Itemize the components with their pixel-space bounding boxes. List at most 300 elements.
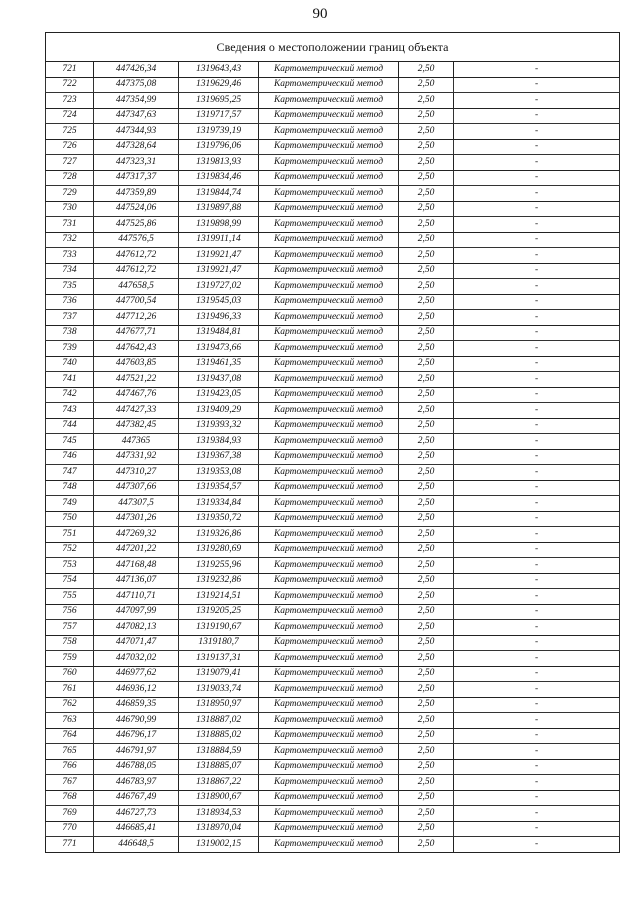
x-coordinate-cell: 447032,02 — [94, 651, 179, 667]
description-cell: - — [454, 542, 620, 558]
y-coordinate-cell: 1319897,88 — [179, 201, 259, 217]
y-coordinate-cell: 1319695,25 — [179, 93, 259, 109]
description-cell: - — [454, 139, 620, 155]
accuracy-cell: 2,50 — [399, 666, 454, 682]
point-number-cell: 761 — [46, 682, 94, 698]
description-cell: - — [454, 294, 620, 310]
y-coordinate-cell: 1319437,08 — [179, 372, 259, 388]
x-coordinate-cell: 447323,31 — [94, 155, 179, 171]
description-cell: - — [454, 821, 620, 837]
x-coordinate-cell: 446767,49 — [94, 790, 179, 806]
accuracy-cell: 2,50 — [399, 356, 454, 372]
point-number-cell: 755 — [46, 589, 94, 605]
x-coordinate-cell: 447317,37 — [94, 170, 179, 186]
method-cell: Картометрический метод — [259, 806, 399, 822]
method-cell: Картометрический метод — [259, 418, 399, 434]
x-coordinate-cell: 446790,99 — [94, 713, 179, 729]
description-cell: - — [454, 62, 620, 78]
x-coordinate-cell: 446936,12 — [94, 682, 179, 698]
y-coordinate-cell: 1319739,19 — [179, 124, 259, 140]
point-number-cell: 728 — [46, 170, 94, 186]
accuracy-cell: 2,50 — [399, 248, 454, 264]
point-number-cell: 746 — [46, 449, 94, 465]
x-coordinate-cell: 447359,89 — [94, 186, 179, 202]
point-number-cell: 754 — [46, 573, 94, 589]
point-number-cell: 725 — [46, 124, 94, 140]
method-cell: Картометрический метод — [259, 356, 399, 372]
description-cell: - — [454, 325, 620, 341]
y-coordinate-cell: 1319214,51 — [179, 589, 259, 605]
description-cell: - — [454, 728, 620, 744]
description-cell: - — [454, 201, 620, 217]
table-row — [46, 356, 620, 372]
description-cell: - — [454, 604, 620, 620]
accuracy-cell: 2,50 — [399, 449, 454, 465]
y-coordinate-cell: 1319393,32 — [179, 418, 259, 434]
x-coordinate-cell: 447071,47 — [94, 635, 179, 651]
description-cell: - — [454, 682, 620, 698]
method-cell: Картометрический метод — [259, 217, 399, 233]
description-cell: - — [454, 511, 620, 527]
table-row — [46, 186, 620, 202]
table-row — [46, 155, 620, 171]
description-cell: - — [454, 418, 620, 434]
table-row — [46, 558, 620, 574]
description-cell: - — [454, 635, 620, 651]
method-cell: Картометрический метод — [259, 480, 399, 496]
accuracy-cell: 2,50 — [399, 496, 454, 512]
method-cell: Картометрический метод — [259, 387, 399, 403]
table-row — [46, 248, 620, 264]
method-cell: Картометрический метод — [259, 372, 399, 388]
table-row — [46, 542, 620, 558]
x-coordinate-cell: 447712,26 — [94, 310, 179, 326]
x-coordinate-cell: 447347,63 — [94, 108, 179, 124]
accuracy-cell: 2,50 — [399, 341, 454, 357]
description-cell: - — [454, 697, 620, 713]
x-coordinate-cell: 447082,13 — [94, 620, 179, 636]
accuracy-cell: 2,50 — [399, 217, 454, 233]
table-row — [46, 480, 620, 496]
y-coordinate-cell: 1319717,57 — [179, 108, 259, 124]
x-coordinate-cell: 447344,93 — [94, 124, 179, 140]
description-cell: - — [454, 434, 620, 450]
table-row — [46, 759, 620, 775]
y-coordinate-cell: 1318887,02 — [179, 713, 259, 729]
accuracy-cell: 2,50 — [399, 139, 454, 155]
table-row — [46, 201, 620, 217]
x-coordinate-cell: 446788,05 — [94, 759, 179, 775]
x-coordinate-cell: 447521,22 — [94, 372, 179, 388]
x-coordinate-cell: 447328,64 — [94, 139, 179, 155]
y-coordinate-cell: 1319326,86 — [179, 527, 259, 543]
table-row — [46, 635, 620, 651]
accuracy-cell: 2,50 — [399, 558, 454, 574]
description-cell: - — [454, 759, 620, 775]
y-coordinate-cell: 1319898,99 — [179, 217, 259, 233]
y-coordinate-cell: 1318884,59 — [179, 744, 259, 760]
accuracy-cell: 2,50 — [399, 790, 454, 806]
x-coordinate-cell: 447110,71 — [94, 589, 179, 605]
accuracy-cell: 2,50 — [399, 697, 454, 713]
accuracy-cell: 2,50 — [399, 527, 454, 543]
point-number-cell: 750 — [46, 511, 94, 527]
point-number-cell: 753 — [46, 558, 94, 574]
method-cell: Картометрический метод — [259, 263, 399, 279]
table-row — [46, 527, 620, 543]
point-number-cell: 735 — [46, 279, 94, 295]
accuracy-cell: 2,50 — [399, 682, 454, 698]
table-row — [46, 341, 620, 357]
accuracy-cell: 2,50 — [399, 620, 454, 636]
x-coordinate-cell: 447426,34 — [94, 62, 179, 78]
y-coordinate-cell: 1319350,72 — [179, 511, 259, 527]
method-cell: Картометрический метод — [259, 620, 399, 636]
table-row — [46, 62, 620, 78]
table-row — [46, 806, 620, 822]
description-cell: - — [454, 744, 620, 760]
x-coordinate-cell: 447382,45 — [94, 418, 179, 434]
table-row — [46, 434, 620, 450]
accuracy-cell: 2,50 — [399, 387, 454, 403]
point-number-cell: 745 — [46, 434, 94, 450]
accuracy-cell: 2,50 — [399, 821, 454, 837]
point-number-cell: 760 — [46, 666, 94, 682]
y-coordinate-cell: 1319280,69 — [179, 542, 259, 558]
description-cell: - — [454, 666, 620, 682]
description-cell: - — [454, 217, 620, 233]
table-header-row — [46, 33, 620, 62]
x-coordinate-cell: 447354,99 — [94, 93, 179, 109]
y-coordinate-cell: 1319643,43 — [179, 62, 259, 78]
accuracy-cell: 2,50 — [399, 713, 454, 729]
y-coordinate-cell: 1319921,47 — [179, 248, 259, 264]
accuracy-cell: 2,50 — [399, 279, 454, 295]
accuracy-cell: 2,50 — [399, 186, 454, 202]
accuracy-cell: 2,50 — [399, 480, 454, 496]
accuracy-cell: 2,50 — [399, 759, 454, 775]
point-number-cell: 771 — [46, 837, 94, 853]
y-coordinate-cell: 1318900,67 — [179, 790, 259, 806]
table-row — [46, 465, 620, 481]
point-number-cell: 765 — [46, 744, 94, 760]
accuracy-cell: 2,50 — [399, 124, 454, 140]
y-coordinate-cell: 1319813,93 — [179, 155, 259, 171]
y-coordinate-cell: 1319334,84 — [179, 496, 259, 512]
x-coordinate-cell: 447427,33 — [94, 403, 179, 419]
method-cell: Картометрический метод — [259, 201, 399, 217]
y-coordinate-cell: 1319834,46 — [179, 170, 259, 186]
description-cell: - — [454, 310, 620, 326]
method-cell: Картометрический метод — [259, 294, 399, 310]
method-cell: Картометрический метод — [259, 124, 399, 140]
description-cell: - — [454, 837, 620, 853]
point-number-cell: 733 — [46, 248, 94, 264]
accuracy-cell: 2,50 — [399, 728, 454, 744]
y-coordinate-cell: 1319190,67 — [179, 620, 259, 636]
table-row — [46, 573, 620, 589]
y-coordinate-cell: 1318885,02 — [179, 728, 259, 744]
description-cell: - — [454, 589, 620, 605]
method-cell: Картометрический метод — [259, 759, 399, 775]
table-row — [46, 682, 620, 698]
x-coordinate-cell: 447603,85 — [94, 356, 179, 372]
x-coordinate-cell: 447269,32 — [94, 527, 179, 543]
y-coordinate-cell: 1319255,96 — [179, 558, 259, 574]
y-coordinate-cell: 1318867,22 — [179, 775, 259, 791]
point-number-cell: 770 — [46, 821, 94, 837]
method-cell: Картометрический метод — [259, 77, 399, 93]
point-number-cell: 759 — [46, 651, 94, 667]
method-cell: Картометрический метод — [259, 325, 399, 341]
description-cell: - — [454, 620, 620, 636]
point-number-cell: 732 — [46, 232, 94, 248]
point-number-cell: 751 — [46, 527, 94, 543]
accuracy-cell: 2,50 — [399, 775, 454, 791]
description-cell: - — [454, 403, 620, 419]
description-cell: - — [454, 790, 620, 806]
table-row — [46, 821, 620, 837]
point-number-cell: 757 — [46, 620, 94, 636]
method-cell: Картометрический метод — [259, 465, 399, 481]
method-cell: Картометрический метод — [259, 604, 399, 620]
x-coordinate-cell: 446859,35 — [94, 697, 179, 713]
y-coordinate-cell: 1318934,53 — [179, 806, 259, 822]
method-cell: Картометрический метод — [259, 186, 399, 202]
accuracy-cell: 2,50 — [399, 418, 454, 434]
x-coordinate-cell: 447677,71 — [94, 325, 179, 341]
x-coordinate-cell: 447700,54 — [94, 294, 179, 310]
point-number-cell: 736 — [46, 294, 94, 310]
method-cell: Картометрический метод — [259, 573, 399, 589]
description-cell: - — [454, 356, 620, 372]
accuracy-cell: 2,50 — [399, 542, 454, 558]
accuracy-cell: 2,50 — [399, 294, 454, 310]
x-coordinate-cell: 447612,72 — [94, 248, 179, 264]
y-coordinate-cell: 1319911,14 — [179, 232, 259, 248]
description-cell: - — [454, 806, 620, 822]
description-cell: - — [454, 341, 620, 357]
y-coordinate-cell: 1319033,74 — [179, 682, 259, 698]
table-row — [46, 790, 620, 806]
description-cell: - — [454, 573, 620, 589]
method-cell: Картометрический метод — [259, 837, 399, 853]
table-row — [46, 511, 620, 527]
point-number-cell: 729 — [46, 186, 94, 202]
accuracy-cell: 2,50 — [399, 434, 454, 450]
table-row — [46, 620, 620, 636]
x-coordinate-cell: 447467,76 — [94, 387, 179, 403]
x-coordinate-cell: 447310,27 — [94, 465, 179, 481]
table-row — [46, 77, 620, 93]
accuracy-cell: 2,50 — [399, 573, 454, 589]
description-cell: - — [454, 170, 620, 186]
description-cell: - — [454, 465, 620, 481]
accuracy-cell: 2,50 — [399, 77, 454, 93]
point-number-cell: 724 — [46, 108, 94, 124]
x-coordinate-cell: 447612,72 — [94, 263, 179, 279]
table-row — [46, 310, 620, 326]
point-number-cell: 731 — [46, 217, 94, 233]
y-coordinate-cell: 1319844,74 — [179, 186, 259, 202]
table-row — [46, 387, 620, 403]
y-coordinate-cell: 1319367,38 — [179, 449, 259, 465]
description-cell: - — [454, 93, 620, 109]
x-coordinate-cell: 447301,26 — [94, 511, 179, 527]
accuracy-cell: 2,50 — [399, 806, 454, 822]
point-number-cell: 730 — [46, 201, 94, 217]
description-cell: - — [454, 387, 620, 403]
point-number-cell: 740 — [46, 356, 94, 372]
x-coordinate-cell: 447524,06 — [94, 201, 179, 217]
method-cell: Картометрический метод — [259, 403, 399, 419]
y-coordinate-cell: 1319473,66 — [179, 341, 259, 357]
method-cell: Картометрический метод — [259, 666, 399, 682]
y-coordinate-cell: 1318950,97 — [179, 697, 259, 713]
description-cell: - — [454, 651, 620, 667]
accuracy-cell: 2,50 — [399, 201, 454, 217]
x-coordinate-cell: 447375,08 — [94, 77, 179, 93]
table-row — [46, 93, 620, 109]
method-cell: Картометрический метод — [259, 232, 399, 248]
y-coordinate-cell: 1319727,02 — [179, 279, 259, 295]
accuracy-cell: 2,50 — [399, 62, 454, 78]
description-cell: - — [454, 713, 620, 729]
table-row — [46, 666, 620, 682]
description-cell: - — [454, 527, 620, 543]
accuracy-cell: 2,50 — [399, 310, 454, 326]
point-number-cell: 723 — [46, 93, 94, 109]
y-coordinate-cell: 1319137,31 — [179, 651, 259, 667]
point-number-cell: 739 — [46, 341, 94, 357]
table-row — [46, 589, 620, 605]
accuracy-cell: 2,50 — [399, 170, 454, 186]
y-coordinate-cell: 1319484,81 — [179, 325, 259, 341]
y-coordinate-cell: 1319002,15 — [179, 837, 259, 853]
accuracy-cell: 2,50 — [399, 511, 454, 527]
method-cell: Картометрический метод — [259, 93, 399, 109]
table-row — [46, 496, 620, 512]
method-cell: Картометрический метод — [259, 248, 399, 264]
y-coordinate-cell: 1319921,47 — [179, 263, 259, 279]
point-number-cell: 762 — [46, 697, 94, 713]
method-cell: Картометрический метод — [259, 139, 399, 155]
accuracy-cell: 2,50 — [399, 325, 454, 341]
point-number-cell: 721 — [46, 62, 94, 78]
accuracy-cell: 2,50 — [399, 108, 454, 124]
point-number-cell: 738 — [46, 325, 94, 341]
description-cell: - — [454, 155, 620, 171]
accuracy-cell: 2,50 — [399, 744, 454, 760]
method-cell: Картометрический метод — [259, 775, 399, 791]
y-coordinate-cell: 1319409,29 — [179, 403, 259, 419]
method-cell: Картометрический метод — [259, 635, 399, 651]
x-coordinate-cell: 447365 — [94, 434, 179, 450]
point-number-cell: 752 — [46, 542, 94, 558]
x-coordinate-cell: 447168,48 — [94, 558, 179, 574]
method-cell: Картометрический метод — [259, 821, 399, 837]
x-coordinate-cell: 447658,5 — [94, 279, 179, 295]
method-cell: Картометрический метод — [259, 434, 399, 450]
point-number-cell: 749 — [46, 496, 94, 512]
method-cell: Картометрический метод — [259, 527, 399, 543]
accuracy-cell: 2,50 — [399, 232, 454, 248]
y-coordinate-cell: 1319354,57 — [179, 480, 259, 496]
method-cell: Картометрический метод — [259, 542, 399, 558]
table-row — [46, 418, 620, 434]
description-cell: - — [454, 77, 620, 93]
point-number-cell: 766 — [46, 759, 94, 775]
y-coordinate-cell: 1319232,86 — [179, 573, 259, 589]
description-cell: - — [454, 124, 620, 140]
table-row — [46, 744, 620, 760]
table-title: Сведения о местоположении границ объекта — [46, 33, 620, 62]
x-coordinate-cell: 447576,5 — [94, 232, 179, 248]
point-number-cell: 748 — [46, 480, 94, 496]
description-cell: - — [454, 496, 620, 512]
description-cell: - — [454, 108, 620, 124]
x-coordinate-cell: 446727,73 — [94, 806, 179, 822]
y-coordinate-cell: 1318970,04 — [179, 821, 259, 837]
x-coordinate-cell: 447307,66 — [94, 480, 179, 496]
method-cell: Картометрический метод — [259, 697, 399, 713]
x-coordinate-cell: 447201,22 — [94, 542, 179, 558]
method-cell: Картометрический метод — [259, 496, 399, 512]
description-cell: - — [454, 372, 620, 388]
y-coordinate-cell: 1319629,46 — [179, 77, 259, 93]
table-row — [46, 232, 620, 248]
x-coordinate-cell: 446648,5 — [94, 837, 179, 853]
point-number-cell: 722 — [46, 77, 94, 93]
table-row — [46, 837, 620, 853]
y-coordinate-cell: 1319353,08 — [179, 465, 259, 481]
accuracy-cell: 2,50 — [399, 372, 454, 388]
method-cell: Картометрический метод — [259, 170, 399, 186]
table-row — [46, 697, 620, 713]
description-cell: - — [454, 263, 620, 279]
description-cell: - — [454, 232, 620, 248]
point-number-cell: 747 — [46, 465, 94, 481]
accuracy-cell: 2,50 — [399, 155, 454, 171]
x-coordinate-cell: 446791,97 — [94, 744, 179, 760]
table-row — [46, 170, 620, 186]
method-cell: Картометрический метод — [259, 790, 399, 806]
y-coordinate-cell: 1319461,35 — [179, 356, 259, 372]
boundary-table — [45, 32, 620, 853]
accuracy-cell: 2,50 — [399, 589, 454, 605]
point-number-cell: 737 — [46, 310, 94, 326]
table-row — [46, 139, 620, 155]
point-number-cell: 743 — [46, 403, 94, 419]
table-row — [46, 651, 620, 667]
table-row — [46, 263, 620, 279]
point-number-cell: 741 — [46, 372, 94, 388]
point-number-cell: 769 — [46, 806, 94, 822]
y-coordinate-cell: 1319079,41 — [179, 666, 259, 682]
x-coordinate-cell: 446796,17 — [94, 728, 179, 744]
method-cell: Картометрический метод — [259, 589, 399, 605]
description-cell: - — [454, 186, 620, 202]
y-coordinate-cell: 1319796,06 — [179, 139, 259, 155]
point-number-cell: 726 — [46, 139, 94, 155]
y-coordinate-cell: 1319180,7 — [179, 635, 259, 651]
x-coordinate-cell: 447525,86 — [94, 217, 179, 233]
table-row — [46, 124, 620, 140]
table-row — [46, 372, 620, 388]
method-cell: Картометрический метод — [259, 511, 399, 527]
point-number-cell: 734 — [46, 263, 94, 279]
accuracy-cell: 2,50 — [399, 465, 454, 481]
